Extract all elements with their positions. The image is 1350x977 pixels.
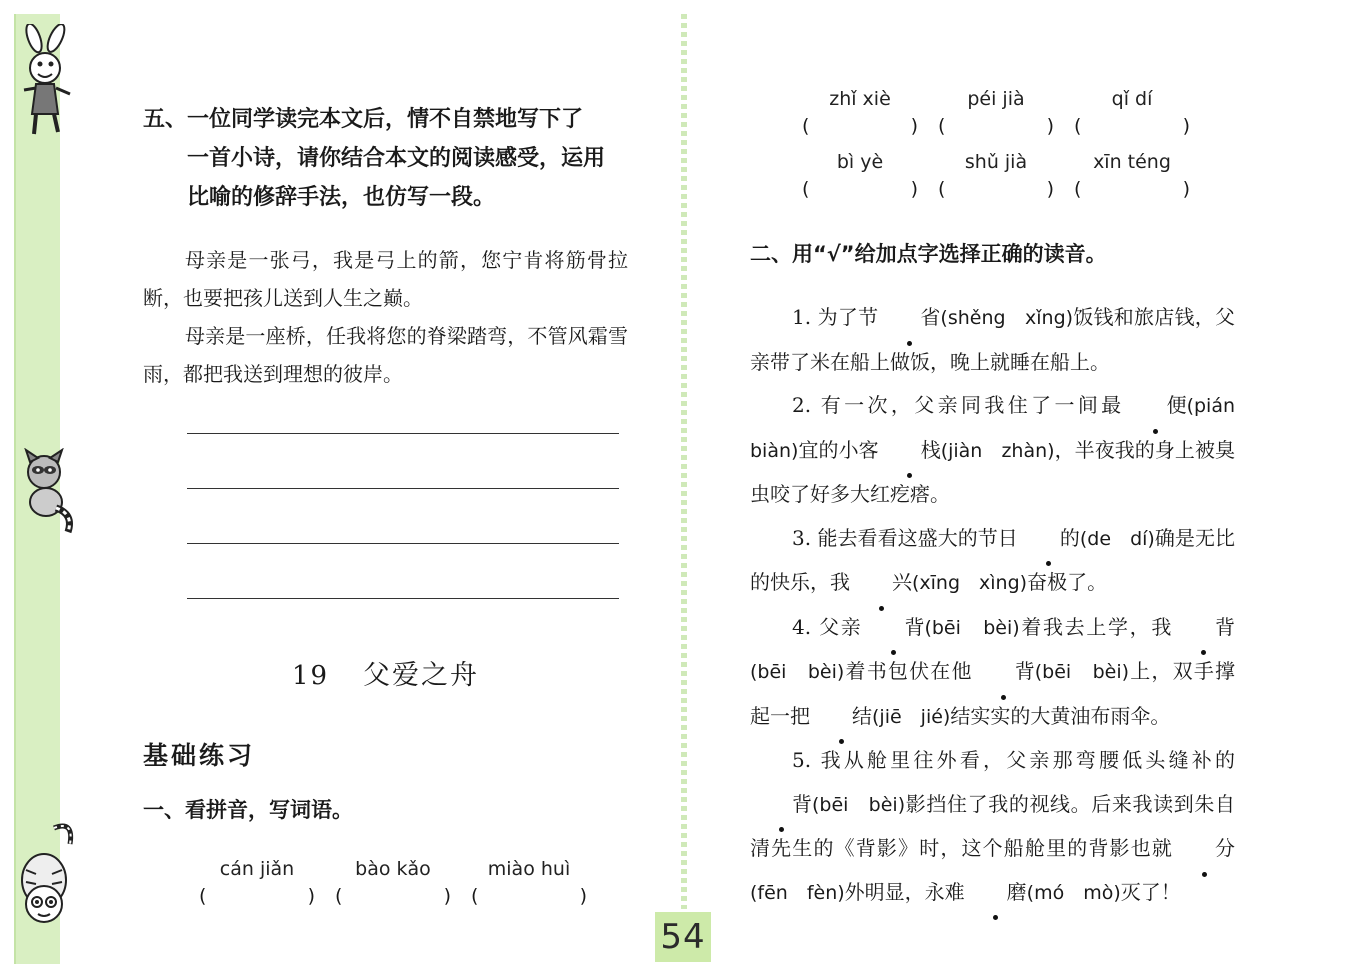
reading-choice[interactable]: (jiē jié) [872,705,951,728]
reading-choice[interactable]: (bēi bèi) [1034,661,1130,683]
pinyin-label: miào huì [487,858,571,880]
question-item-2: 2. 有一次，父亲同我住了一间最 便(pián biàn)宜的小客 栈(jiàn zhàn)，半夜我的身上被臭虫咬了好多大红疙瘩。 [750,384,1235,517]
answer-blank[interactable]: ( ) [802,115,918,137]
dotted-char: 磨 [965,871,1027,915]
answer-blank[interactable]: ( ) [938,115,1054,137]
writing-line[interactable] [187,543,619,544]
right-page [750,88,1255,915]
dotted-char: 的 [1018,517,1080,561]
rabbit-icon [12,24,78,140]
dotted-char: 便 [1125,384,1187,428]
q5-title: 五、一位同学读完本文后，情不自禁地写下了 [143,107,584,132]
chapter-title: 父爱之舟 [363,660,480,691]
answer-blank[interactable]: ( ) [1074,178,1190,200]
pinyin-label: xīn téng [1093,151,1171,173]
pinyin-row [189,858,628,907]
page-divider [681,14,687,909]
dotted-char: 结 [810,695,872,739]
answer-blank[interactable]: ( ) [938,178,1054,200]
pinyin-cell [928,151,1064,200]
answer-blank[interactable]: ( ) [1074,115,1190,137]
answer-blank[interactable]: ( ) [199,885,315,907]
pinyin-cell [1064,88,1200,137]
reading-choice[interactable]: (de dí) [1079,527,1155,550]
q5-title-cont: 一首小诗，请你结合本文的阅读感受，运用 [187,146,606,171]
dotted-char: 背 [1173,606,1235,650]
left-page [143,100,628,907]
dotted-char: 背 [750,783,812,827]
pinyin-cell [189,858,325,907]
page-number: 54 [660,917,706,957]
answer-blank[interactable]: ( ) [471,885,587,907]
writing-line[interactable] [187,433,619,434]
pinyin-label: bì yè [836,151,884,173]
writing-line[interactable] [187,598,619,599]
reading-choice[interactable]: (bēi bèi) [750,661,845,683]
dotted-char: 背 [862,606,924,650]
raccoon-icon [14,448,80,538]
question-item-3: 3. 能去看看这盛大的节日 的(de dí)确是无比的快乐，我 兴(xīng xìng)奋极了。 [750,517,1235,606]
section-title: 基础练习 [143,741,256,770]
answer-blank[interactable]: ( ) [802,178,918,200]
pinyin-cell [325,858,461,907]
reading-choice[interactable]: (bēi bèi) [924,616,1020,639]
pinyin-label: shǔ jià [964,151,1028,173]
dotted-char: 分 [1173,827,1235,871]
pinyin-label: qǐ dí [1111,88,1153,110]
reading-choice[interactable]: (fēn fèn) [750,881,845,904]
pinyin-label: péi jià [967,88,1025,110]
tiger-icon [10,818,80,936]
question-item-5: 5. 我从舱里往外看，父亲那弯腰低头缝补的背(bēi bèi)影挡住了我的视线。后来我读到朱自清先生的《背影》时，这个船舱里的背影也就 分(fēn fèn)外明显，永难 磨(mó mò)灭了！ [750,739,1235,915]
dotted-char: 兴 [850,561,912,605]
pinyin-row [792,88,1235,137]
pinyin-row [792,151,1235,200]
pinyin-cell [928,88,1064,137]
reading-choice[interactable]: (mó mò) [1026,881,1121,904]
poem-paragraph-1: 母亲是一张弓，我是弓上的箭，您宁肯将筋骨拉断，也要把孩儿送到人生之巅。 [143,248,628,310]
pinyin-label: zhǐ xiè [829,88,891,110]
page-number-box [655,912,711,962]
reading-choice[interactable]: (shěng xǐng) [940,307,1074,329]
dotted-char: 背 [973,650,1035,694]
reading-choice[interactable]: (xīng xìng) [912,572,1028,594]
q5-title-cont2: 比喻的修辞手法，也仿写一段。 [187,185,496,210]
pinyin-label: cán jiǎn [219,858,295,880]
chapter-number: 19 [291,661,330,691]
reading-choice[interactable]: (pián biàn) [750,395,1255,462]
pinyin-cell [1064,151,1200,200]
chapter-heading [143,653,628,692]
question-item-4: 4. 父亲 背(bēi bèi)着我去上学，我 背(bēi bèi)着书包伏在他 背(bēi bèi)上，双手撑起一把 结(jiē jié)结实实的大黄油布雨伞。 [750,606,1235,740]
reading-choice[interactable]: (bēi bèi) [812,793,906,816]
reading-choice[interactable]: (jiàn zhàn) [940,439,1055,462]
pinyin-label: bào kǎo [355,858,431,880]
writing-line[interactable] [187,488,619,489]
poem-paragraph-2: 母亲是一座桥，任我将您的脊梁踏弯，不管风霜雪雨，都把我送到理想的彼岸。 [143,324,628,386]
question-item-1: 1. 为了节 省(shěng xǐng)饭钱和旅店钱，父亲带了米在船上做饭，晚上就睡在船上。 [750,296,1235,384]
writing-lines[interactable] [187,433,619,599]
dotted-char: 省 [878,296,940,340]
q1-title: 一、看拼音，写词语。 [143,798,353,822]
question-items [750,296,1255,915]
q2-title: 二、用“√”给加点字选择正确的读音。 [750,242,1107,266]
dotted-char: 栈 [879,429,941,473]
pinyin-cell [792,151,928,200]
pinyin-cell [461,858,597,907]
answer-blank[interactable]: ( ) [335,885,451,907]
pinyin-cell [792,88,928,137]
